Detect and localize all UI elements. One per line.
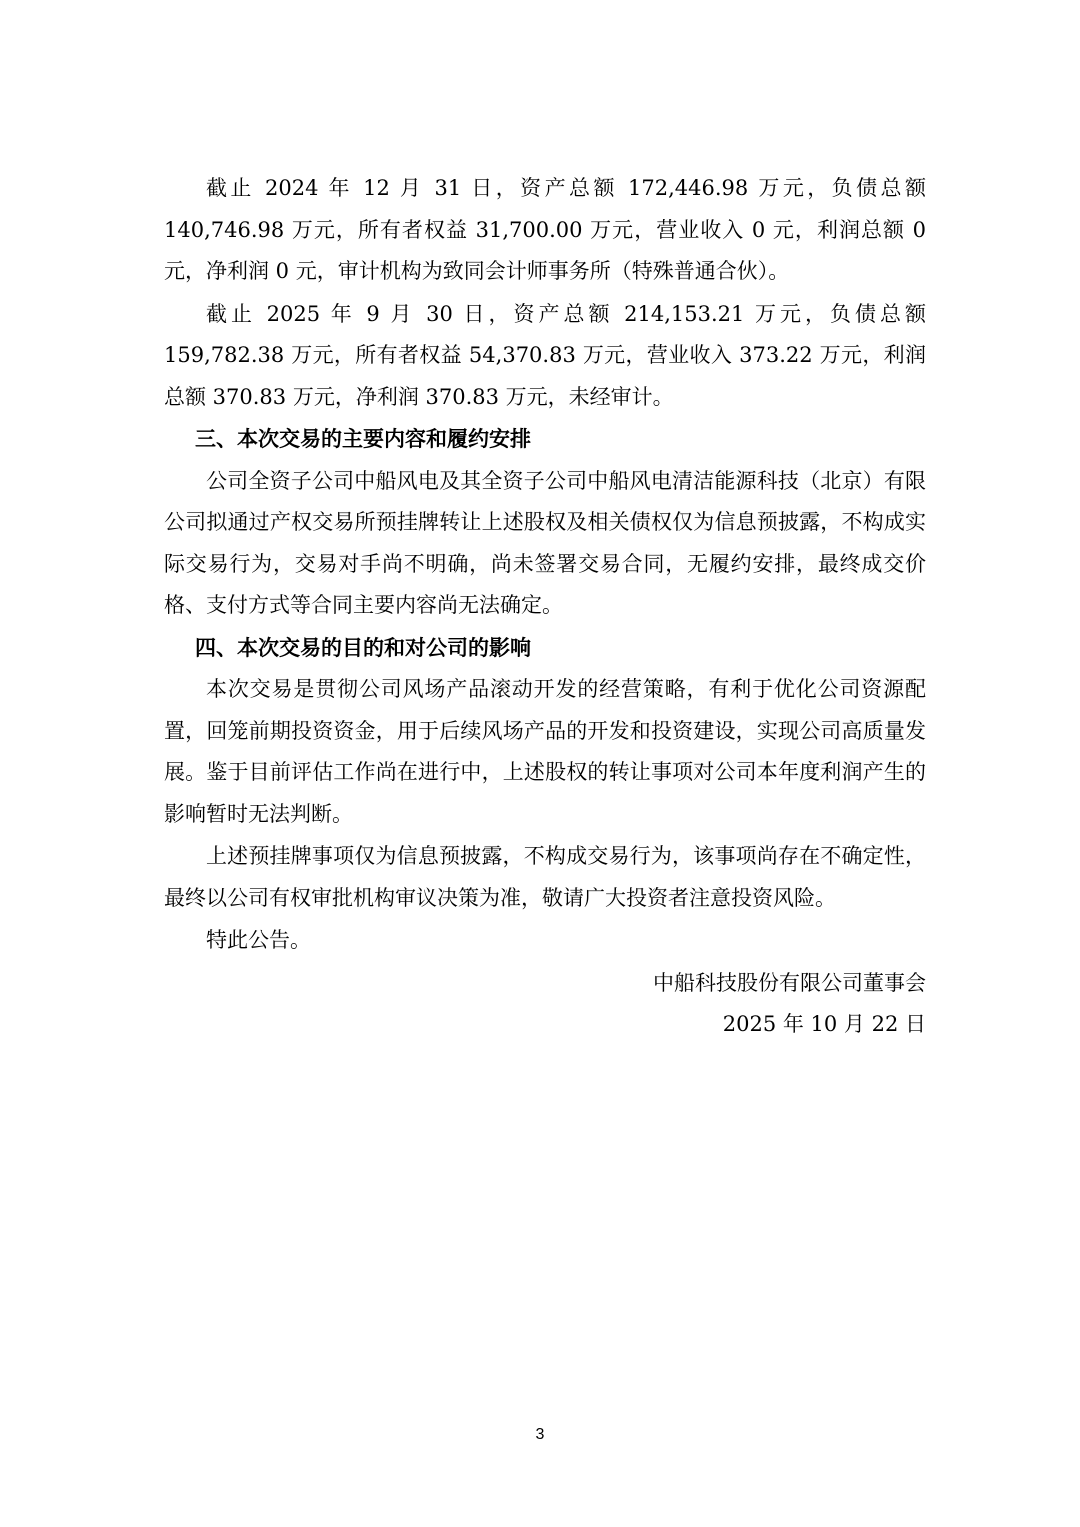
section-heading-4: 四、本次交易的目的和对公司的影响	[195, 635, 531, 660]
signature-company: 中船科技股份有限公司董事会	[653, 970, 926, 995]
paragraph-section-4-body: 本次交易是贯彻公司风场产品滚动开发的经营策略，有利于优化公司资源配置，回笼前期投资资金，用于后续风场产品的开发和投资建设，实现公司高质量发展。鉴于目前评估工作尚在进行中，上述股权的转让事项对公司本年度利润产生的影响暂时无法判断。	[164, 677, 926, 826]
closing-statement: 特此公告。	[206, 928, 311, 952]
section-heading-3: 三、本次交易的主要内容和履约安排	[195, 427, 531, 451]
paragraph-financial-2024: 截止 2024 年 12 月 31 日，资产总额 172,446.98 万元，负债总额 140,746.98 万元，所有者权益 31,700.00 万元，营业收入 0 元，利润总额 0 元，净利润 0 元，审计机构为致同会计师事务所（特殊普通合伙）。	[164, 176, 926, 283]
page-number: 3	[535, 1426, 545, 1443]
paragraph-risk-notice: 上述预挂牌事项仅为信息预披露，不构成交易行为，该事项尚存在不确定性，最终以公司有权审批机构审议决策为准，敬请广大投资者注意投资风险。	[164, 844, 926, 910]
paragraph-section-3-body: 公司全资子公司中船风电及其全资子公司中船风电清洁能源科技（北京）有限公司拟通过产权交易所预挂牌转让上述股权及相关债权仅为信息预披露，不构成实际交易行为，交易对手尚不明确，尚未签署交易合同，无履约安排，最终成交价格、支付方式等合同主要内容尚无法确定。	[164, 468, 926, 617]
document-content	[164, 168, 926, 1046]
signature-date: 2025 年 10 月 22 日	[722, 1012, 926, 1036]
paragraph-financial-2025: 截止 2025 年 9 月 30 日，资产总额 214,153.21 万元，负债总额 159,782.38 万元，所有者权益 54,370.83 万元，营业收入 373.22 万元，利润总额 370.83 万元，净利润 370.83 万元，未经审计。	[164, 301, 926, 409]
